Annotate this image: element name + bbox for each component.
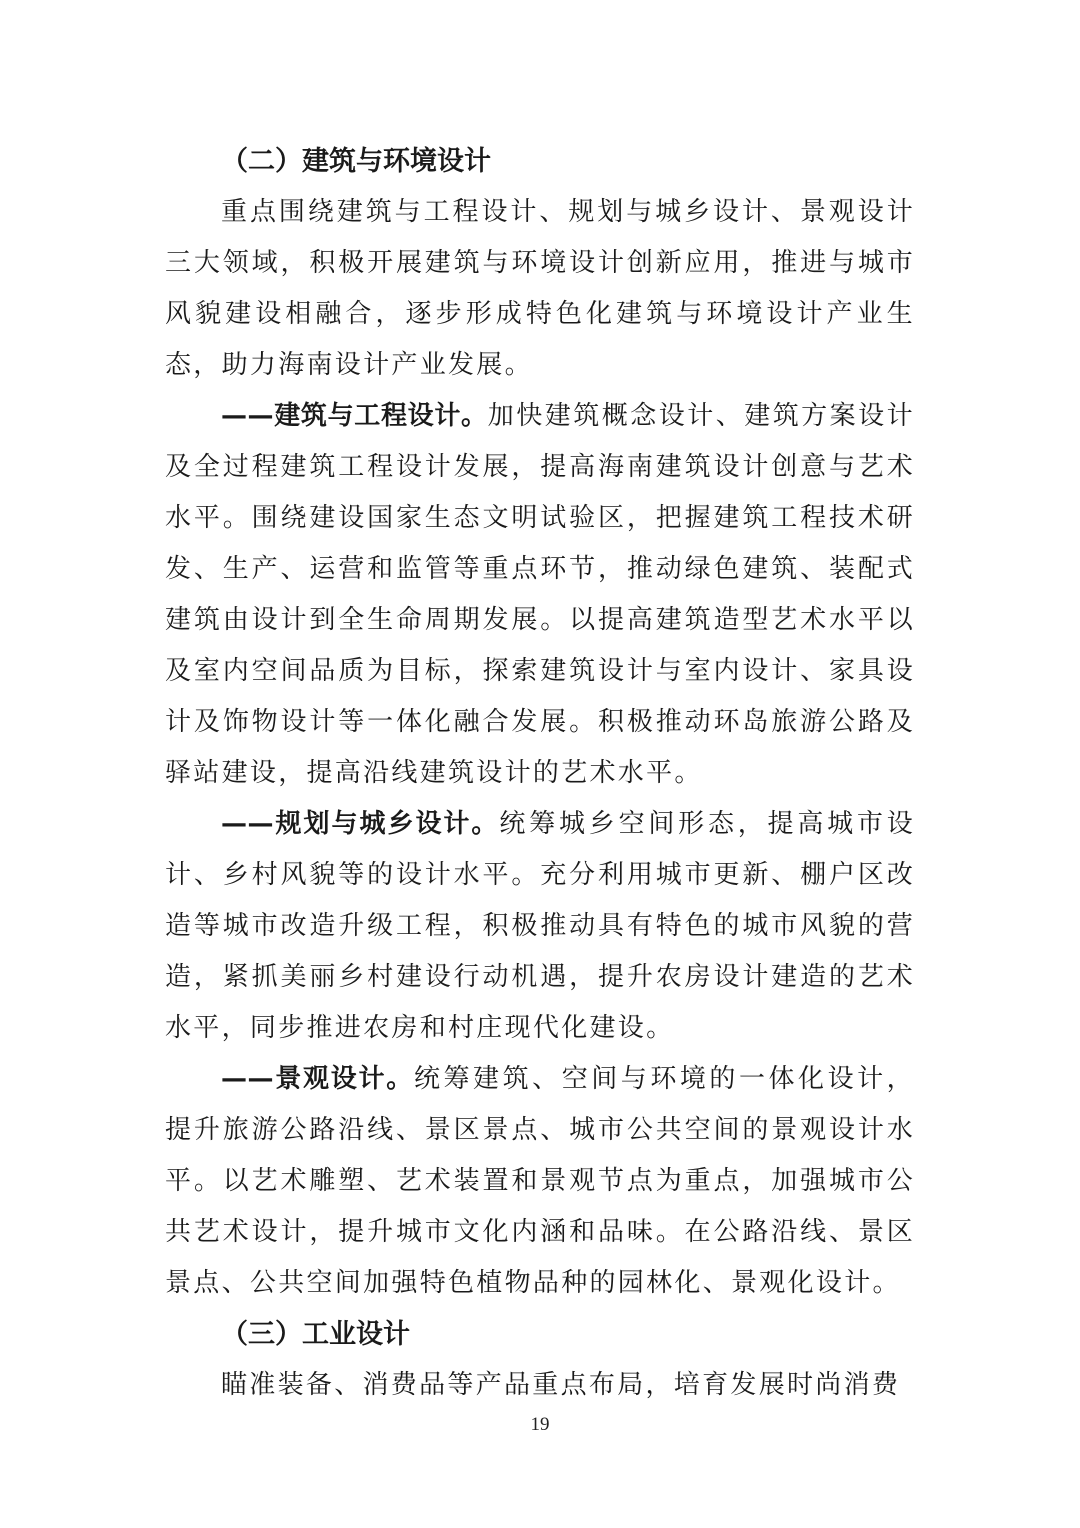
lead-landscape-design: ——景观设计。	[221, 1064, 414, 1094]
page-number: 19	[530, 1414, 550, 1435]
section-heading-industrial: （三）工业设计	[221, 1319, 410, 1350]
paragraph-industrial-intro: 瞄准装备、消费品等产品重点布局，培育发展时尚消费	[221, 1370, 901, 1400]
text-planning-design: 统筹城乡空间形态，提高城市设计、乡村风貌等的设计水平。充分利用城市更新、棚户区改造等城市改造升级工程，积极推动具有特色的城市风貌的营造，紧抓美丽乡村建设行动机遇，提升农房设计建造的艺术水平，同步推进农房和村庄现代化建设。	[165, 809, 915, 1043]
paragraph-architecture-intro: 重点围绕建筑与工程设计、规划与城乡设计、景观设计三大领域，积极开展建筑与环境设计创新应用，推进与城市风貌建设相融合，逐步形成特色化建筑与环境设计产业生态，助力海南设计产业发展。	[165, 197, 915, 380]
lead-engineering-design: ——建筑与工程设计。	[221, 401, 488, 431]
paragraph-planning-design	[165, 799, 915, 1054]
paragraph-landscape-design	[165, 1054, 915, 1309]
document-page	[165, 136, 915, 1411]
text-engineering-design: 加快建筑概念设计、建筑方案设计及全过程建筑工程设计发展，提高海南建筑设计创意与艺术水平。围绕建设国家生态文明试验区，把握建筑工程技术研发、生产、运营和监管等重点环节，推动绿色建筑、装配式建筑由设计到全生命周期发展。以提高建筑造型艺术水平以及室内空间品质为目标，探索建筑设计与室内设计、家具设计及饰物设计等一体化融合发展。积极推动环岛旅游公路及驿站建设，提高沿线建筑设计的艺术水平。	[165, 401, 915, 788]
text-landscape-design: 统筹建筑、空间与环境的一体化设计，提升旅游公路沿线、景区景点、城市公共空间的景观设计水平。以艺术雕塑、艺术装置和景观节点为重点，加强城市公共艺术设计，提升城市文化内涵和品味。在公路沿线、景区景点、公共空间加强特色植物品种的园林化、景观化设计。	[165, 1064, 915, 1298]
section-heading-architecture: （二）建筑与环境设计	[221, 146, 491, 177]
paragraph-engineering-design	[165, 391, 915, 799]
lead-planning-design: ——规划与城乡设计。	[221, 809, 500, 839]
